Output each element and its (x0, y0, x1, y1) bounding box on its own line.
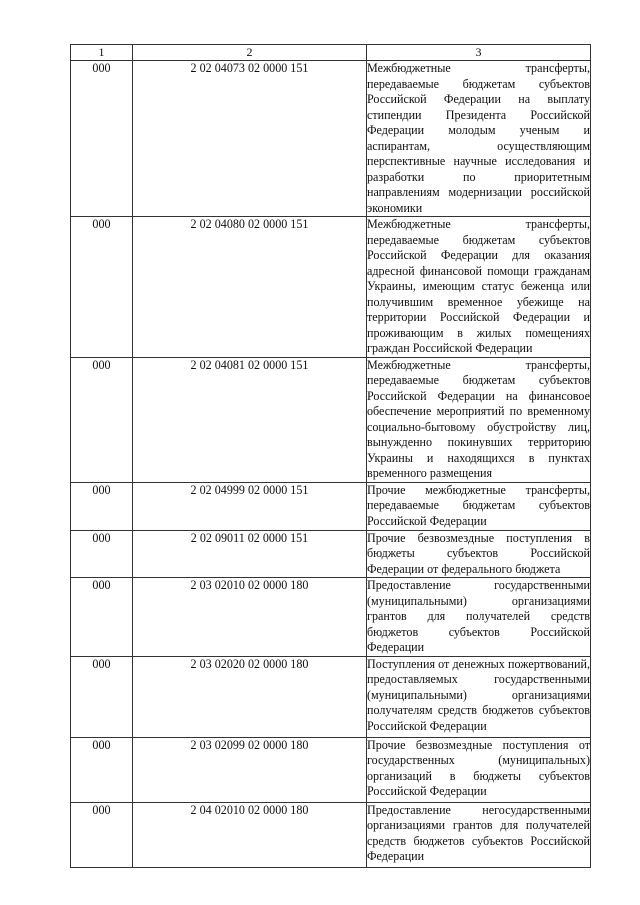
description-cell: Межбюджетные трансферты, передаваемые бюджетам субъектов Российской Федерации на выплату стипендии Президента Российской Федерации молодым ученым и аспирантам, осуществляющим перспективные научные исследования и разработки по приоритетным направлениям модернизации российской экономики (367, 61, 590, 215)
budget-classification-table (70, 44, 591, 868)
table-row (71, 357, 591, 482)
classification-code-cell: 2 02 04073 02 0000 151 (133, 61, 367, 217)
admin-code-cell: 000 (71, 482, 133, 530)
description-cell: Межбюджетные трансферты, передаваемые бюджетам субъектов Российской Федерации для оказания адресной финансовой помощи гражданам Украины, имеющим статус беженца или получившим временное убежище на территории Российской Федерации и проживающим в жилых помещениях граждан Российской Федерации (367, 217, 590, 355)
classification-code-cell: 2 02 04081 02 0000 151 (133, 357, 367, 482)
description-cell: Поступления от денежных пожертвований, предоставляемых государственными (муниципальными) организациями получателям средств бюджетов субъектов Российской Федерации (367, 656, 591, 737)
table-row (71, 656, 591, 737)
description-cell: Межбюджетные трансферты, передаваемые бюджетам субъектов Российской Федерации на финансовое обеспечение мероприятий по временному социально-бытовому обустройству лиц, вынужденно покинувших территорию Украины и находящихся в пунктах временного размещения (367, 357, 590, 480)
column-number-2: 2 (133, 45, 367, 61)
description-cell: Прочие безвозмездные поступления от государственных (муниципальных) организаций в бюджеты субъектов Российской Федерации (367, 737, 591, 802)
admin-code-cell: 000 (71, 737, 133, 802)
table-row (71, 482, 591, 530)
table-row (71, 737, 591, 802)
column-number-3: 3 (367, 45, 591, 61)
classification-code-cell: 2 02 04999 02 0000 151 (133, 482, 367, 530)
column-number-1: 1 (71, 45, 133, 61)
classification-code-cell: 2 02 04080 02 0000 151 (133, 217, 367, 358)
table-row (71, 217, 591, 358)
table-row (71, 578, 591, 657)
description-cell: Предоставление государственными (муниципальными) организациями грантов для получателей средств бюджетов субъектов Российской Федерации (367, 578, 590, 654)
classification-code-cell: 2 03 02099 02 0000 180 (133, 737, 367, 802)
admin-code-cell: 000 (71, 656, 133, 737)
classification-code-cell: 2 02 09011 02 0000 151 (133, 530, 367, 578)
admin-code-cell: 000 (71, 578, 133, 657)
description-cell: Прочие межбюджетные трансферты, передаваемые бюджетам субъектов Российской Федерации (367, 482, 591, 530)
description-cell: Предоставление негосударственными организациями грантов для получателей средств бюджетов субъектов Российской Федерации (367, 802, 591, 867)
admin-code-cell: 000 (71, 530, 133, 578)
table-row (71, 530, 591, 578)
classification-code-cell: 2 03 02010 02 0000 180 (133, 578, 367, 657)
admin-code-cell: 000 (71, 217, 133, 358)
admin-code-cell: 000 (71, 357, 133, 482)
admin-code-cell: 000 (71, 61, 133, 217)
table-row (71, 802, 591, 867)
classification-code-cell: 2 03 02020 02 0000 180 (133, 656, 367, 737)
classification-code-cell: 2 04 02010 02 0000 180 (133, 802, 367, 867)
table-header-row (71, 45, 591, 61)
description-cell: Прочие безвозмездные поступления в бюджеты субъектов Российской Федерации от федерального бюджета (367, 530, 590, 576)
table-row (71, 61, 591, 217)
admin-code-cell: 000 (71, 802, 133, 867)
